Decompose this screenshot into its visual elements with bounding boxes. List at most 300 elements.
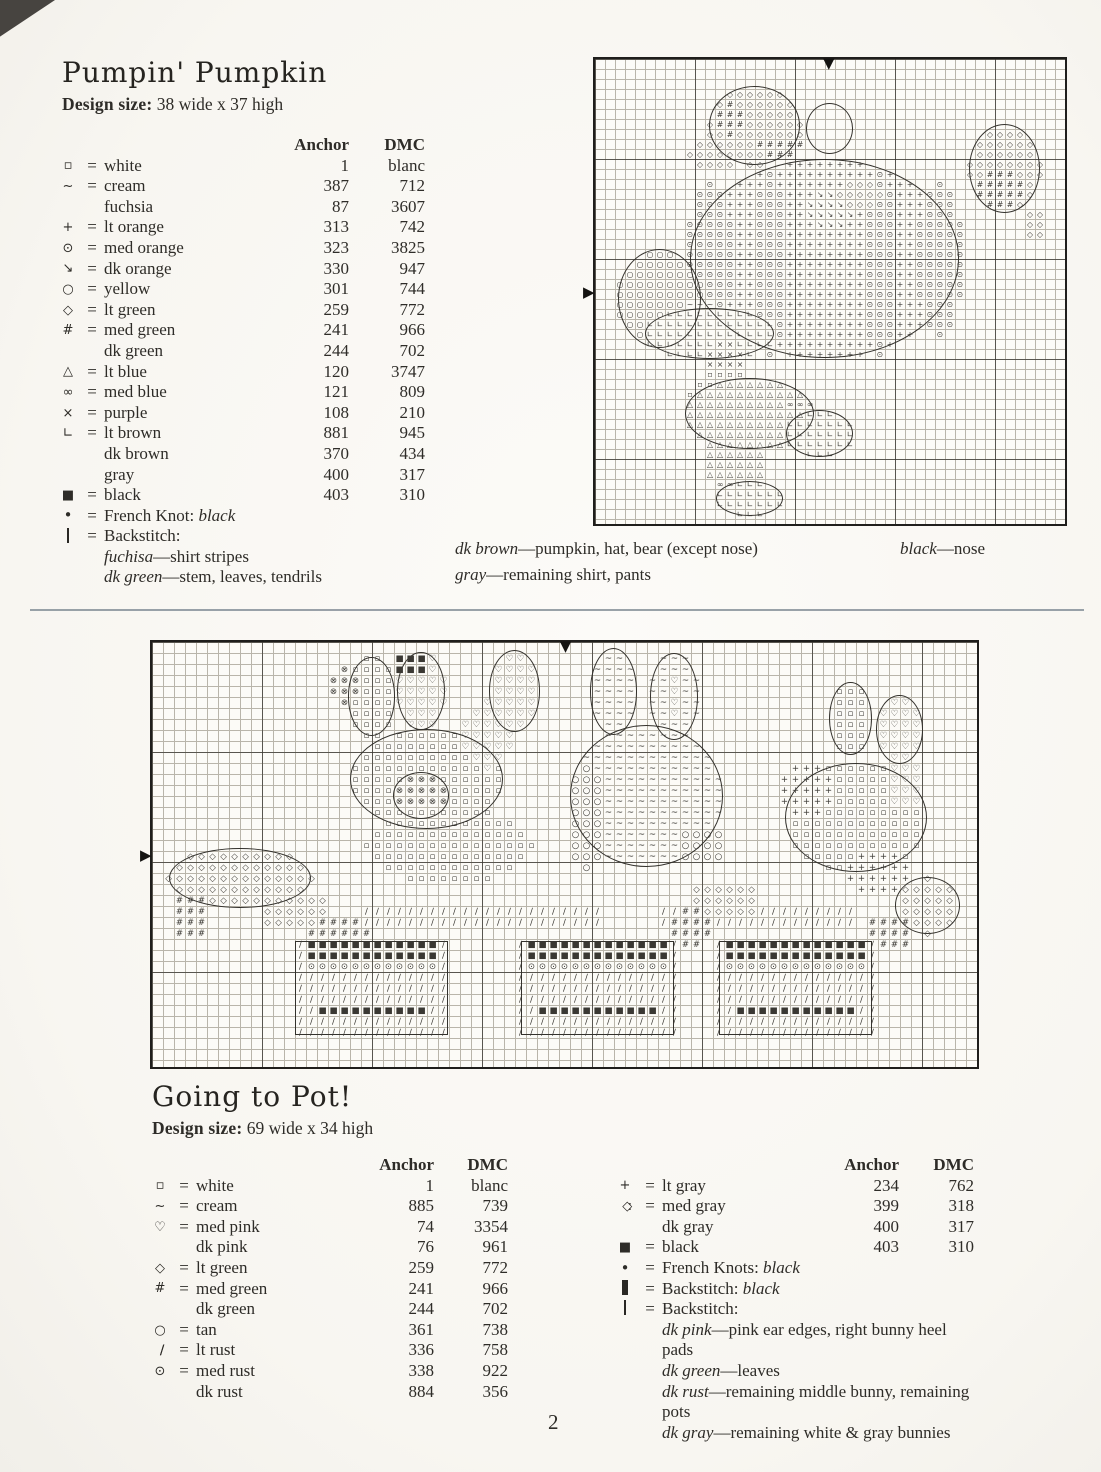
stitch-symbol: # (197, 928, 206, 939)
stitch-symbol: ∟ (786, 429, 794, 439)
stitch-symbol: ⊙ (886, 229, 894, 239)
stitch-symbol: ▫ (847, 741, 854, 752)
stitch-symbol: ▫ (687, 389, 693, 399)
stitch-symbol: ▫ (374, 752, 381, 763)
stitch-symbol: ∕ (717, 994, 720, 1005)
stitch-symbol: + (857, 862, 866, 873)
stitch-symbol: # (329, 928, 338, 939)
stitch-symbol: ∕ (673, 994, 676, 1005)
stitch-symbol: ○ (582, 763, 591, 774)
stitch-symbol: ▫ (737, 369, 743, 379)
color-name: dk brown (104, 443, 169, 463)
dmc-number: 3825 (391, 237, 425, 257)
key-row (148, 1258, 508, 1279)
stitch-symbol: ◇ (867, 199, 873, 209)
stitch-symbol: ⊙ (916, 279, 924, 289)
stitch-symbol: + (736, 299, 744, 309)
stitch-symbol: ◇ (308, 873, 315, 884)
anchor-number: 120 (323, 361, 349, 381)
stitch-symbol: + (906, 289, 914, 299)
stitch-symbol: + (824, 796, 833, 807)
stitch-symbol: ◇ (924, 895, 931, 906)
stitch-symbol: + (846, 219, 854, 229)
stitch-symbol: ∕ (640, 972, 643, 983)
stitch-symbol: ∕ (805, 983, 808, 994)
stitch-symbol: ■ (384, 939, 393, 950)
stitch-symbol: ■ (428, 950, 437, 961)
stitch-symbol: ▫ (825, 829, 832, 840)
backstitch-note-color: dk brown (455, 539, 519, 558)
stitch-symbol: ▫ (847, 851, 854, 862)
stitch-symbol: ⊙ (946, 319, 954, 329)
stitch-symbol: ∟ (676, 309, 684, 319)
stitch-symbol: ⊙ (362, 961, 371, 972)
stitch-symbol: + (826, 289, 834, 299)
stitch-symbol: ▫ (451, 752, 458, 763)
stitch-symbol: ∟ (796, 439, 804, 449)
stitch-symbol: ⊙ (886, 269, 894, 279)
stitch-symbol: # (976, 189, 984, 199)
stitch-symbol: ⊙ (351, 961, 360, 972)
stitch-symbol: ◇ (242, 895, 249, 906)
stitch-symbol: ⊙ (696, 189, 704, 199)
stitch-symbol: ∕ (827, 906, 830, 917)
stitch-symbol: ■ (780, 939, 789, 950)
stitch-symbol: ■ (395, 664, 404, 675)
stitch-symbol: ◇ (787, 109, 793, 119)
stitch-symbol: + (806, 299, 814, 309)
stitch-symbol: △ (747, 379, 753, 389)
stitch-symbol: ∕ (519, 1027, 522, 1038)
stitch-symbol: ▫ (847, 807, 854, 818)
stitch-symbol: ○ (686, 269, 694, 279)
color-name: lt rust (196, 1340, 236, 1360)
stitch-symbol: ▫ (440, 807, 447, 818)
stitch-symbol: # (766, 139, 774, 149)
stitch-symbol: ∕ (376, 1016, 379, 1027)
stitch-symbol: + (802, 774, 811, 785)
stitch-symbol: ■ (615, 950, 624, 961)
stitch-symbol: ~ (692, 785, 701, 796)
stitch-symbol: + (736, 189, 744, 199)
stitch-symbol: ~ (648, 796, 657, 807)
stitch-symbol: + (826, 159, 834, 169)
stitch-symbol: ⊗ (417, 796, 426, 807)
stitch-symbol: ⊗ (428, 774, 437, 785)
stitch-symbol: ▫ (495, 840, 502, 851)
stitch-symbol: ∞ (806, 399, 814, 409)
stitch-symbol: ▫ (396, 807, 403, 818)
stitch-symbol: ∕ (860, 994, 863, 1005)
stitch-symbol: ◇ (967, 169, 973, 179)
stitch-symbol: ⊙ (866, 279, 874, 289)
stitch-symbol: + (856, 239, 864, 249)
stitch-symbol: ∕ (299, 961, 302, 972)
stitch-symbol: ♡ (912, 719, 921, 730)
stitch-symbol: ▫ (374, 730, 381, 741)
stitch-region-outline (716, 481, 783, 516)
stitch-symbol: ▫ (451, 774, 458, 785)
stitch-symbol: ~ (648, 763, 657, 774)
stitch-symbol: ∕ (662, 1005, 665, 1016)
stitch-symbol: ◇ (308, 895, 315, 906)
stitch-symbol: ∕ (596, 906, 599, 917)
stitch-symbol: ■ (560, 1005, 569, 1016)
backstitch-line: dk rust—remaining middle bunny, remaining pots (662, 1381, 970, 1422)
stitch-symbol: + (816, 169, 824, 179)
stitch-symbol: ▫ (429, 840, 436, 851)
stitch-symbol: ○ (593, 840, 602, 851)
stitch-symbol: ▫ (374, 796, 381, 807)
stitch-symbol: ○ (692, 851, 701, 862)
equals-sign: = (87, 299, 97, 319)
stitch-symbol: △ (717, 379, 723, 389)
stitch-symbol: ⊗ (340, 664, 349, 675)
stitch-symbol: ♡ (505, 719, 514, 730)
stitch-symbol: ⊙ (776, 299, 784, 309)
dmc-number: 945 (399, 423, 425, 443)
stitch-symbol: ♡ (505, 697, 514, 708)
key-extra-label: Backstitch: black (662, 1278, 780, 1298)
stitch-symbol: ⊙ (776, 329, 784, 339)
stitch-symbol: ⊙ (395, 961, 404, 972)
stitch-symbol: △ (777, 409, 783, 419)
stitch-symbol: ◇ (717, 139, 723, 149)
pattern2-color-key-right (612, 1155, 974, 1443)
stitch-symbol: ∕ (728, 1016, 731, 1027)
stitch-symbol: ~ (626, 851, 635, 862)
anchor-number: 387 (323, 176, 349, 196)
stitch-symbol: ○ (582, 818, 591, 829)
stitch-symbol: ∕ (376, 1027, 379, 1038)
stitch-symbol: ♡ (428, 653, 437, 664)
stitch-symbol: ~ (681, 807, 690, 818)
stitch-symbol: ⊙ (946, 309, 954, 319)
stitch-symbol: ∕ (530, 983, 533, 994)
stitch-symbol: ∕ (409, 972, 412, 983)
stitch-symbol: ∕ (871, 1016, 874, 1027)
stitch-symbol: + (786, 319, 794, 329)
stitch-symbol: + (856, 159, 864, 169)
stitch-symbol: ∕ (508, 906, 511, 917)
stitch-symbol: ▫ (495, 851, 502, 862)
stitch-symbol: ⊙ (696, 249, 704, 259)
stitch-symbol: ~ (659, 686, 668, 697)
stitch-symbol: + (856, 309, 864, 319)
key-symbol: # (154, 1281, 166, 1297)
stitch-symbol: + (856, 259, 864, 269)
stitch-symbol: ⊙ (726, 249, 734, 259)
stitch-symbol: ♡ (901, 752, 910, 763)
stitch-symbol: ♡ (912, 730, 921, 741)
stitch-symbol: ⊙ (318, 961, 327, 972)
stitch-symbol: ~ (615, 840, 624, 851)
stitch-symbol: ∕ (398, 917, 401, 928)
stitch-symbol: ~ (626, 752, 635, 763)
stitch-symbol: ▫ (451, 862, 458, 873)
stitch-symbol: ▫ (462, 840, 469, 851)
stitch-symbol: ○ (571, 796, 580, 807)
stitch-symbol: ◇ (987, 149, 993, 159)
stitch-symbol: ▫ (825, 807, 832, 818)
stitch-symbol: ♡ (879, 741, 888, 752)
stitch-symbol: ◇ (253, 862, 260, 873)
stitch-symbol: ◇ (747, 129, 753, 139)
design-size-value: 38 wide x 37 high (156, 94, 284, 114)
stitch-symbol: + (786, 289, 794, 299)
stitch-symbol: ∕ (398, 906, 401, 917)
stitch-symbol: ♡ (483, 752, 492, 763)
stitch-symbol: ~ (626, 785, 635, 796)
stitch-symbol: ∕ (563, 917, 566, 928)
stitch-symbol: ∕ (519, 1005, 522, 1016)
stitch-symbol: ○ (626, 299, 634, 309)
stitch-symbol: ○ (571, 851, 580, 862)
stitch-symbol: ♡ (472, 752, 481, 763)
stitch-symbol: ∕ (618, 972, 621, 983)
stitch-symbol: ∕ (332, 972, 335, 983)
stitch-symbol: ∕ (310, 972, 313, 983)
anchor-number: 234 (873, 1175, 899, 1195)
stitch-symbol: ∕ (772, 994, 775, 1005)
stitch-symbol: ⊙ (706, 209, 714, 219)
stitch-symbol: ~ (615, 829, 624, 840)
stitch-symbol: ~ (670, 774, 679, 785)
stitch-symbol: + (726, 189, 734, 199)
stitch-symbol: ∟ (786, 439, 794, 449)
stitch-symbol: ♡ (461, 730, 470, 741)
stitch-symbol: ∟ (666, 349, 674, 359)
stitch-symbol: ○ (656, 299, 664, 309)
stitch-symbol: ∕ (552, 1027, 555, 1038)
stitch-symbol: ■ (406, 1005, 415, 1016)
stitch-symbol: + (879, 873, 888, 884)
stitch-symbol: ♡ (527, 675, 536, 686)
stitch-symbol: ▫ (913, 840, 920, 851)
stitch-symbol: ▫ (451, 851, 458, 862)
stitch-symbol: ♡ (505, 653, 514, 664)
stitch-symbol: ↘ (816, 209, 824, 219)
stitch-symbol: ∕ (827, 917, 830, 928)
stitch-symbol: ◇ (275, 906, 282, 917)
stitch-symbol: △ (767, 409, 773, 419)
stitch-symbol: ♡ (890, 796, 899, 807)
stitch-symbol: ▫ (869, 763, 876, 774)
stitch-symbol: ⊙ (706, 229, 714, 239)
stitch-symbol: △ (797, 389, 803, 399)
stitch-symbol: ◇ (1027, 159, 1033, 169)
stitch-symbol: ∕ (816, 906, 819, 917)
stitch-symbol: ■ (824, 939, 833, 950)
stitch-symbol: ∕ (761, 994, 764, 1005)
anchor-number: 400 (323, 464, 349, 484)
stitch-symbol: ∕ (662, 972, 665, 983)
stitch-symbol: ◇ (757, 109, 763, 119)
stitch-symbol: ◇ (242, 851, 249, 862)
stitch-symbol: △ (707, 459, 713, 469)
stitch-symbol: ∟ (716, 489, 724, 499)
dmc-number: 758 (482, 1340, 508, 1360)
stitch-symbol: + (806, 349, 814, 359)
stitch-symbol: ▫ (407, 851, 414, 862)
stitch-symbol: ∟ (746, 489, 754, 499)
stitch-symbol: ∕ (299, 994, 302, 1005)
stitch-symbol: ◇ (297, 873, 304, 884)
stitch-symbol: ∟ (666, 329, 674, 339)
stitch-symbol: # (996, 189, 1004, 199)
stitch-symbol: ⊙ (716, 239, 724, 249)
stitch-symbol: ◇ (935, 906, 942, 917)
stitch-symbol: ▫ (440, 752, 447, 763)
key-row (56, 465, 425, 486)
stitch-symbol: ▫ (385, 785, 392, 796)
stitch-symbol: + (786, 329, 794, 339)
stitch-symbol: ∕ (596, 1027, 599, 1038)
stitch-symbol: ∕ (310, 1016, 313, 1027)
stitch-symbol: △ (777, 419, 783, 429)
stitch-symbol: # (976, 179, 984, 189)
stitch-symbol: ○ (582, 829, 591, 840)
stitch-symbol: ⊙ (766, 199, 774, 209)
stitch-symbol: ▫ (814, 818, 821, 829)
stitch-symbol: ⊙ (560, 961, 569, 972)
stitch-symbol: ◇ (286, 917, 293, 928)
stitch-symbol: △ (757, 419, 763, 429)
stitch-symbol: + (806, 229, 814, 239)
equals-sign: = (645, 1299, 655, 1319)
stitch-symbol: ~ (604, 719, 613, 730)
stitch-symbol: + (813, 807, 822, 818)
stitch-symbol: ⊙ (417, 961, 426, 972)
stitch-symbol: ∕ (585, 1016, 588, 1027)
stitch-symbol: ■ (340, 950, 349, 961)
anchor-number: 370 (323, 443, 349, 463)
stitch-symbol: ∕ (541, 994, 544, 1005)
stitch-symbol: ∕ (640, 983, 643, 994)
stitch-symbol: ○ (676, 259, 684, 269)
stitch-symbol: ⊙ (926, 299, 934, 309)
stitch-symbol: + (756, 179, 764, 189)
stitch-symbol: ~ (615, 653, 624, 664)
backstitch-color: dk pink (662, 1319, 712, 1339)
stitch-symbol: ♡ (472, 708, 481, 719)
stitch-symbol: + (806, 319, 814, 329)
stitch-symbol: ♡ (417, 719, 426, 730)
stitch-symbol: ■ (659, 939, 668, 950)
stitch-symbol: ■ (373, 939, 382, 950)
stitch-symbol: ~ (659, 785, 668, 796)
stitch-symbol: ♡ (494, 719, 503, 730)
stitch-symbol: ▫ (847, 719, 854, 730)
stitch-symbol: ~ (604, 675, 613, 686)
stitch-symbol: ▫ (814, 851, 821, 862)
key-symbol: # (62, 323, 74, 339)
stitch-symbol: ◇ (997, 129, 1003, 139)
stitch-symbol: ▫ (836, 785, 843, 796)
stitch-symbol: ▫ (385, 840, 392, 851)
equals-sign: = (87, 382, 97, 402)
stitch-symbol: ■ (549, 1005, 558, 1016)
stitch-symbol: ~ (626, 840, 635, 851)
stitch-symbol: + (836, 319, 844, 329)
stitch-symbol: ⊙ (946, 249, 954, 259)
key-row (56, 279, 425, 300)
stitch-symbol: ⊙ (549, 961, 558, 972)
stitch-symbol: + (906, 259, 914, 269)
stitch-region-outline (393, 772, 449, 819)
stitch-symbol: ⊙ (926, 309, 934, 319)
stitch-symbol: ⊙ (706, 289, 714, 299)
stitch-symbol: ⊙ (936, 239, 944, 249)
stitch-symbol: ▫ (418, 829, 425, 840)
stitch-symbol: + (816, 329, 824, 339)
stitch-symbol: + (786, 209, 794, 219)
stitch-symbol: ∕ (387, 1027, 390, 1038)
stitch-symbol: # (986, 199, 994, 209)
stitch-symbol: △ (737, 379, 743, 389)
stitch-symbol: ○ (626, 319, 634, 329)
stitch-symbol: ▫ (374, 708, 381, 719)
stitch-symbol: ∕ (728, 983, 731, 994)
stitch-symbol: ▫ (374, 653, 381, 664)
dmc-number: 310 (399, 485, 425, 505)
stitch-symbol: ▫ (484, 851, 491, 862)
stitch-symbol: △ (717, 449, 723, 459)
stitch-symbol: ∟ (766, 319, 774, 329)
key-row (56, 217, 425, 238)
stitch-symbol: ∕ (838, 1027, 841, 1038)
stitch-symbol: ▫ (429, 763, 436, 774)
stitch-symbol: ∕ (838, 917, 841, 928)
stitch-symbol: ⊙ (866, 219, 874, 229)
stitch-symbol: ◇ (737, 129, 743, 139)
stitch-symbol: ∕ (629, 1027, 632, 1038)
stitch-symbol: ◇ (297, 917, 304, 928)
stitch-symbol: ∟ (736, 339, 744, 349)
anchor-number: 1 (340, 155, 349, 175)
stitch-symbol: ○ (616, 279, 624, 289)
key-extra-color: black (198, 505, 236, 525)
stitch-symbol: ∕ (717, 1016, 720, 1027)
stitch-symbol: ~ (648, 697, 657, 708)
stitch-symbol: ⊙ (866, 319, 874, 329)
stitch-symbol: ○ (593, 818, 602, 829)
stitch-symbol: + (836, 169, 844, 179)
stitch-symbol: + (890, 873, 899, 884)
stitch-symbol: ◇ (209, 862, 216, 873)
stitch-symbol: ■ (571, 1005, 580, 1016)
stitch-symbol: + (806, 259, 814, 269)
stitch-symbol: + (780, 796, 789, 807)
stitch-symbol: + (826, 329, 834, 339)
stitch-symbol: ∕ (673, 906, 676, 917)
stitch-symbol: ↘ (836, 219, 844, 229)
stitch-symbol: ◇ (693, 884, 700, 895)
key-extra-row (56, 506, 425, 527)
stitch-symbol: ↘ (826, 209, 834, 219)
stitch-symbol: ∕ (354, 994, 357, 1005)
stitch-symbol: ♡ (901, 741, 910, 752)
stitch-symbol: ◇ (747, 159, 753, 169)
stitch-symbol: ∟ (756, 489, 764, 499)
stitch-symbol: ▫ (451, 829, 458, 840)
stitch-symbol: ∟ (756, 319, 764, 329)
stitch-symbol: ∕ (849, 1016, 852, 1027)
stitch-symbol: ~ (637, 807, 646, 818)
stitch-symbol: ∕ (750, 1027, 753, 1038)
stitch-symbol: ~ (615, 785, 624, 796)
stitch-symbol: ▫ (902, 818, 909, 829)
